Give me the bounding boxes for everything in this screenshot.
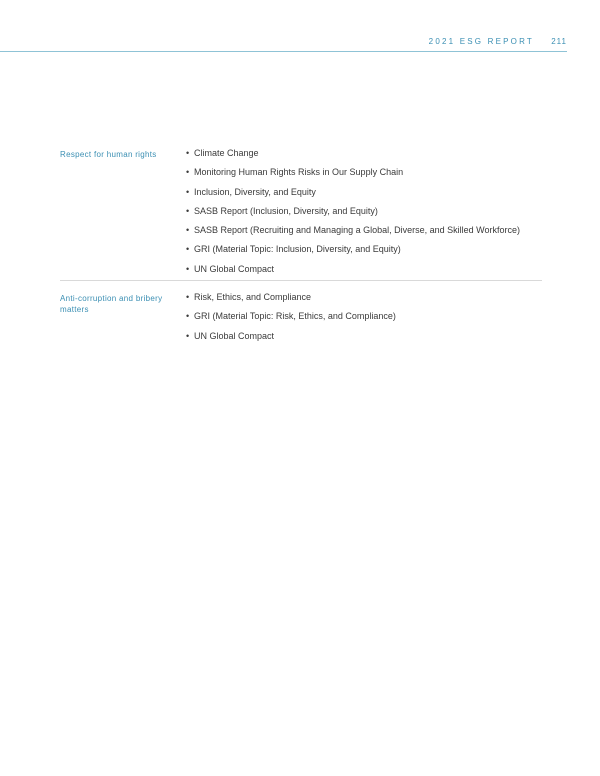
bullet-icon: • [186, 263, 190, 274]
list-item-text: Monitoring Human Rights Risks in Our Supply Chain [194, 167, 404, 178]
list-item-text: GRI (Material Topic: Inclusion, Diversity, and Equity) [194, 244, 401, 255]
list-item [186, 166, 542, 178]
row-label: Anti-corruption and bribery matters [60, 294, 163, 315]
list-item-text: SASB Report (Inclusion, Diversity, and Equity) [194, 205, 378, 216]
list-item [186, 243, 542, 255]
bullet-icon: • [186, 225, 190, 236]
list-item-text: SASB Report (Recruiting and Managing a Global, Diverse, and Skilled Workforce) [194, 225, 520, 236]
table-row-anti-corruption [60, 289, 542, 349]
bullet-icon: • [186, 167, 190, 178]
list-item-text: Inclusion, Diversity, and Equity [194, 186, 316, 197]
list-item-text: GRI (Material Topic: Risk, Ethics, and Compliance) [194, 311, 396, 322]
reference-list [186, 147, 542, 282]
list-item [186, 263, 542, 275]
reference-list [186, 291, 542, 349]
list-item-text: UN Global Compact [194, 263, 275, 274]
bullet-icon: • [186, 292, 190, 303]
bullet-icon: • [186, 148, 190, 158]
bullet-icon: • [186, 244, 190, 255]
list-item-text: UN Global Compact [194, 330, 275, 341]
row-label: Respect for human rights [60, 150, 157, 159]
list-item [186, 291, 542, 303]
bullet-icon: • [186, 205, 190, 216]
list-item [186, 186, 542, 198]
list-item [186, 147, 542, 159]
index-table [60, 145, 542, 349]
list-item [186, 224, 542, 236]
table-row-human-rights [60, 145, 542, 282]
bullet-icon: • [186, 186, 190, 197]
list-item-text: Risk, Ethics, and Compliance [194, 292, 312, 303]
page-number: 211 [551, 37, 567, 46]
header-rule [0, 51, 567, 52]
report-title: 2021 ESG REPORT [428, 37, 534, 46]
bullet-icon: • [186, 311, 190, 322]
list-item [186, 310, 542, 322]
list-item-text: Climate Change [194, 148, 259, 158]
list-item [186, 205, 542, 217]
bullet-icon: • [186, 330, 190, 341]
list-item [186, 330, 542, 342]
